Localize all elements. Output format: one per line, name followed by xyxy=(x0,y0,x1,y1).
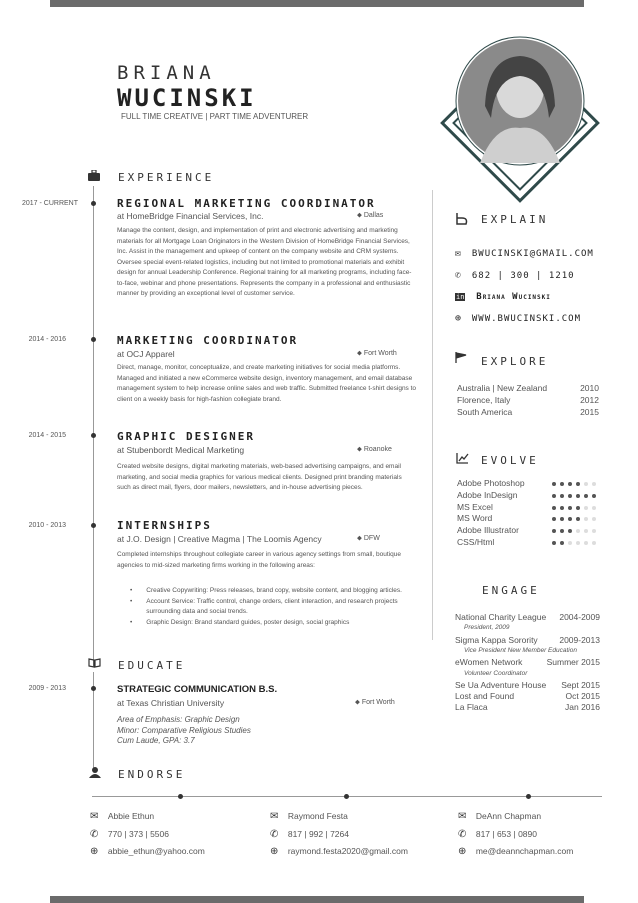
explore-item: Australia | New Zealand 2010 xyxy=(457,383,599,393)
globe-icon: ⊕ xyxy=(90,846,99,857)
job-bullets xyxy=(130,586,415,628)
skill-dot xyxy=(568,506,572,510)
skill-dot xyxy=(576,494,580,498)
engage-heading: ENGAGE xyxy=(482,584,540,597)
skill-dot xyxy=(560,506,564,510)
skill-dot xyxy=(568,529,572,533)
bullet-item: • Graphic Design: Brand standard guides, poster design, social graphics xyxy=(130,618,350,626)
explore-item: South America 2015 xyxy=(457,407,599,417)
engage-role: Volunteer Coordinator xyxy=(464,670,528,677)
reference-1: ✉ Abbie Ethun ✆ 770 | 373 | 5506 ⊕ abbie_ethun@yahoo.com xyxy=(90,811,205,857)
skill-dot xyxy=(560,517,564,521)
briefcase-icon xyxy=(88,170,100,181)
skill-dot xyxy=(568,482,572,486)
phone-icon: ✆ xyxy=(270,828,279,840)
engage-role: Vice President New Member Education xyxy=(464,647,577,654)
skill-dot xyxy=(592,517,596,521)
job-company: at Stubenbordt Medical Marketing xyxy=(117,445,245,455)
job-date: 2014 - 2016 xyxy=(28,336,66,343)
endorse-dot xyxy=(178,794,183,799)
bookmark-icon xyxy=(455,212,468,225)
skill-dot xyxy=(560,541,564,545)
skill-rating-row xyxy=(552,494,596,498)
mail-icon: ✉ xyxy=(458,811,467,822)
globe-icon: ⊕ xyxy=(458,846,467,857)
endorse-dot xyxy=(526,794,531,799)
skill-dot xyxy=(584,494,588,498)
skill-dot xyxy=(576,541,580,545)
job-date: 2017 - CURRENT xyxy=(21,200,78,207)
pin-icon: ⬥ xyxy=(357,535,362,542)
job-date: 2014 - 2015 xyxy=(28,432,66,439)
skill-dot xyxy=(552,494,556,498)
job-location: ⬥ Dallas xyxy=(357,212,384,219)
skill-dot xyxy=(568,517,572,521)
edu-date: 2009 - 2013 xyxy=(28,685,66,692)
engage-item: National Charity League 2004-2009 xyxy=(455,612,600,622)
engage-role: President, 2009 xyxy=(464,624,510,631)
mail-icon: ✉ xyxy=(90,811,99,822)
skill-dot xyxy=(552,506,556,510)
skill-dot xyxy=(560,529,564,533)
job-location: ⬥ Fort Worth xyxy=(357,350,397,357)
first-name: BRIANA xyxy=(117,62,216,84)
job-company: at HomeBridge Financial Services, Inc. xyxy=(117,211,264,221)
explore-list xyxy=(457,382,599,418)
bullet-item: • Account Service: Traffic control, change orders, client interaction, and research projects surrounding data and social trends. xyxy=(130,597,398,615)
skill-dot xyxy=(584,529,588,533)
job-title: GRAPHIC DESIGNER xyxy=(117,430,255,443)
pin-icon: ⬥ xyxy=(357,446,362,453)
skill-name: MS Word xyxy=(457,513,493,524)
reference-2: ✉ Raymond Festa ✆ 817 | 992 | 7264 ⊕ raymond.festa2020@gmail.com xyxy=(270,811,408,857)
skill-dot xyxy=(592,506,596,510)
person-icon xyxy=(89,767,101,778)
endorse-heading: ENDORSE xyxy=(118,768,186,781)
tagline: FULL TIME CREATIVE | PART TIME ADVENTURER xyxy=(121,112,309,121)
job-location: ⬥ DFW xyxy=(357,535,380,542)
job-description: Direct, manage, monitor, conceptualize, and create marketing initiatives for social media platforms. Managed and initiated a new eCommerce website design, inventory management, and email database management system to help increase online sales and web traffic. Submitted freelance t-shirt designs to client on a weekly basis for high-fashion collegiate brand. xyxy=(117,364,417,403)
educate-heading: EDUCATE xyxy=(118,659,186,672)
skill-name: Adobe Illustrator xyxy=(457,525,519,536)
bullet-item: • Creative Copywriting: Press releases, brand copy, website content, and blogging articles. xyxy=(130,587,402,594)
phone-icon: ✆ xyxy=(455,270,462,281)
skill-name: CSS/Html xyxy=(457,536,495,547)
skill-rating-row xyxy=(552,529,596,533)
timeline-dot xyxy=(91,686,96,691)
job-location: ⬥ Roanoke xyxy=(357,446,392,453)
explain-heading: EXPLAIN xyxy=(481,213,549,226)
engage-item: La Flaca Jan 2016 xyxy=(455,702,600,712)
skill-dot xyxy=(592,494,596,498)
engage-item: Se Ua Adventure House Sept 2015 xyxy=(455,680,600,690)
edu-notes: Area of Emphasis: Graphic Design Minor: Comparative Religious Studies Cum Laude, GPA: 3.7 xyxy=(117,715,251,745)
timeline-dot xyxy=(91,201,96,206)
top-bar xyxy=(50,0,584,7)
linkedin-icon: in xyxy=(456,293,465,301)
timeline-dot xyxy=(91,433,96,438)
engage-item: eWomen Network Summer 2015 xyxy=(455,657,600,667)
job-description: Completed internships throughout collegiate career in various agency settings from small, boutique agencies to mid-sized marketing firms working in the following areas: xyxy=(117,551,401,569)
phone-icon: ✆ xyxy=(458,828,467,840)
skill-dot xyxy=(584,517,588,521)
explore-item: Florence, Italy 2012 xyxy=(457,395,599,405)
skill-rating-row xyxy=(552,506,596,510)
profile-photo-frame xyxy=(425,28,615,218)
skill-dot xyxy=(560,482,564,486)
reference-3: ✉ DeAnn Chapman ✆ 817 | 653 | 0890 ⊕ me@deannchapman.com xyxy=(458,811,574,857)
skill-dot xyxy=(560,494,564,498)
column-divider xyxy=(432,190,433,640)
skill-name: Adobe InDesign xyxy=(457,489,518,500)
book-icon xyxy=(88,658,101,668)
job-title: MARKETING COORDINATOR xyxy=(117,334,299,347)
skill-dot xyxy=(568,494,572,498)
skill-dot xyxy=(576,529,580,533)
skill-dot xyxy=(568,541,572,545)
job-date: 2010 - 2013 xyxy=(28,522,66,529)
job-company: at OCJ Apparel xyxy=(117,349,175,359)
endorse-dot xyxy=(344,794,349,799)
skill-dot xyxy=(552,541,556,545)
mail-icon: ✉ xyxy=(455,248,462,259)
skill-dot xyxy=(584,541,588,545)
edu-school: at Texas Christian University xyxy=(117,698,225,708)
job-title: REGIONAL MARKETING COORDINATOR xyxy=(117,197,376,210)
skill-dot xyxy=(584,482,588,486)
skill-dot xyxy=(552,482,556,486)
skill-name: MS Excel xyxy=(457,501,493,512)
contact-block: ✉ BWUCINSKI@GMAIL.COM ✆ 682 | 300 | 1210 in Briana Wucinski ⊕ WWW.BWUCINSKI.COM xyxy=(455,248,594,324)
pin-icon: ⬥ xyxy=(357,212,362,219)
skill-rating-row xyxy=(552,517,596,521)
globe-icon: ⊕ xyxy=(455,313,462,324)
pin-icon: ⬥ xyxy=(355,699,360,706)
skill-rating-row xyxy=(552,541,596,545)
explore-heading: EXPLORE xyxy=(481,355,549,368)
timeline-dot xyxy=(91,523,96,528)
job-company: at J.O. Design | Creative Magma | The Loomis Agency xyxy=(117,534,322,544)
experience-heading: EXPERIENCE xyxy=(118,171,215,184)
evolve-heading: EVOLVE xyxy=(481,454,539,467)
skills-list xyxy=(457,478,525,549)
job-description: Created website designs, digital marketing materials, web-based advertising campaigns, and email marketing, and social media graphics for various medical clients. Designed print branding materials such as direct mail, flyers, door mailers, newsletters, and in-house advertising pieces. xyxy=(117,463,402,491)
skill-dot xyxy=(552,529,556,533)
engage-item: Sigma Kappa Sorority 2009-2013 xyxy=(455,635,600,645)
job-description: Manage the content, design, and implementation of print and electronic advertising and marketing materials for all Mortgage Loan Originators in the Western Division of HomeBridge Financial Services, Inc. Assist in the management and upkeep of content on the company website and CRM systems. Oversee special event-related logistics, including but not limited to promotional materials and exhibit design for annual Leadership Conference. Regional training for all marketing programs, including face-to-face, webinar and phone presentations. Represents the company in a professional and enthusiastic manner by providing an exceptional level of customer service. xyxy=(117,227,412,297)
globe-icon: ⊕ xyxy=(270,846,279,857)
skill-rating-row xyxy=(552,482,596,486)
skill-dot xyxy=(592,482,596,486)
phone-icon: ✆ xyxy=(90,828,99,840)
bottom-bar xyxy=(50,896,584,903)
last-name: WUCINSKI xyxy=(117,84,257,112)
timeline-dot xyxy=(91,337,96,342)
skill-dot xyxy=(576,517,580,521)
mail-icon: ✉ xyxy=(270,811,279,822)
engage-item: Lost and Found Oct 2015 xyxy=(455,691,600,701)
engage-list xyxy=(455,612,600,713)
edu-location: ⬥ Fort Worth xyxy=(355,699,395,706)
edu-degree: STRATEGIC COMMUNICATION B.S. xyxy=(117,684,278,695)
skill-dot xyxy=(592,541,596,545)
skill-dot xyxy=(576,506,580,510)
chart-icon xyxy=(456,453,469,464)
skill-dot xyxy=(584,506,588,510)
skill-dot xyxy=(576,482,580,486)
timeline-line xyxy=(93,186,94,666)
skill-name: Adobe Photoshop xyxy=(457,478,525,488)
skill-dot xyxy=(552,517,556,521)
pin-icon: ⬥ xyxy=(357,350,362,357)
skill-dot xyxy=(592,529,596,533)
flag-icon xyxy=(455,352,467,363)
job-title: INTERNSHIPS xyxy=(117,519,212,532)
